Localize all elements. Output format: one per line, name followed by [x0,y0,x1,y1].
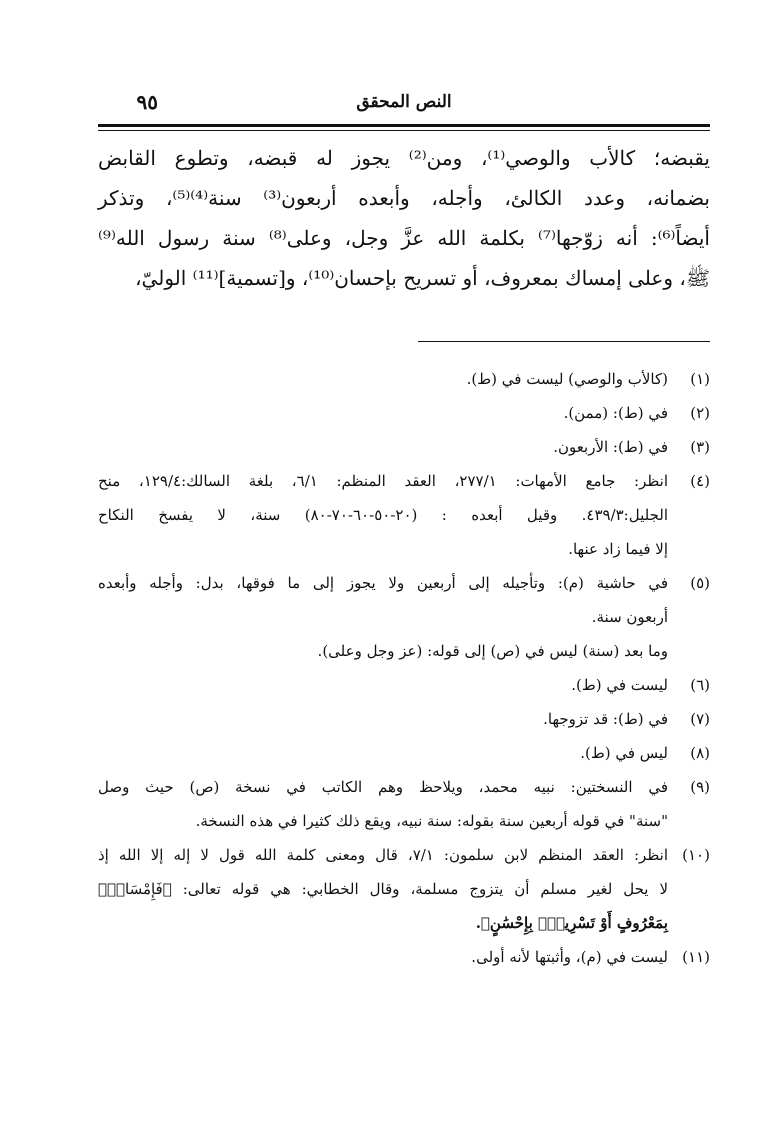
footnote [98,566,710,668]
footnote [98,838,710,940]
footnote-number: (٦) [690,676,710,694]
footnote-number: (٥) [690,574,710,592]
footnote-number: (٣) [690,438,710,456]
quran-verse: بِمَعْرُوفٍ أَوْ تَسْرِيحُۢ بِإِحْسَٰنٍ﴾. [475,914,668,932]
footnote-number: (٧) [690,710,710,728]
footnote-number: (١) [690,370,710,388]
footnote-text: إلا فيما زاد عنها. [568,540,668,558]
footnote-text: ليست في (ط). [571,676,668,694]
footnote-separator [418,341,710,342]
footnote-text: في (ط): الأربعون. [553,438,668,456]
footnote [98,736,710,770]
footnote-text: ليست في (م)، وأثبتها لأنه أولى. [471,948,668,966]
footnote-text: الجليل:٤٣٩/٣. وقيل أبعده : (٢٠-٥٠-٦٠-٧٠-٨٠) سنة، لا يفسخ النكاح [98,506,668,524]
footnote [98,396,710,430]
footnote [98,940,710,974]
footnote-text: في حاشية (م): وتأجيله إلى أربعين ولا يجوز إلى ما فوقها، بدل: وأجله وأبعده [98,574,668,592]
header-rule-thick [98,124,710,127]
footnote [98,464,710,566]
footnote-text: (كالأب والوصي) ليست في (ط). [466,370,668,388]
running-header [98,84,710,124]
footnote-number: (٩) [690,778,710,796]
main-text [98,138,710,298]
footnote-number: (٨) [690,744,710,762]
footnote-text: في (ط): قد تزوجها. [543,710,668,728]
page-title: النص المحقق [356,92,452,112]
footnote-number: (٢) [690,404,710,422]
footnote [98,702,710,736]
body-line: بضمانه، وعدد الكالئ، وأجله، وأبعده أربعون⁽³⁾ سنة⁽⁴⁾⁽⁵⁾، وتذكر [98,186,710,210]
footnote-text: انظر: العقد المنظم لابن سلمون: ٧/١، قال ومعنى كلمة الله قول لا إله إلا الله إذ [98,846,668,864]
footnote-text: أربعون سنة. [591,608,668,626]
footnote-text: لا يحل لغير مسلم أن يتزوج مسلمة، وقال الخطابي: هي قوله تعالى: ﴿فَإِمْسَاكُۢ [98,880,668,898]
footnote-text: "سنة" في قوله أربعين سنة بقوله: سنة نبيه، ويقع ذلك كثيرا في هذه النسخة. [195,812,668,830]
body-line: يقبضه؛ كالأب والوصي⁽¹⁾، ومن⁽²⁾ يجوز له قبضه، وتطوع القابض [98,146,710,170]
footnote-text: ليس في (ط). [580,744,668,762]
footnote-text: انظر: جامع الأمهات: ٢٧٧/١، العقد المنظم: ٦/١، بلغة السالك:١٢٩/٤، منح [98,472,669,490]
footnote-text: في النسختين: نبيه محمد، ويلاحظ وهم الكاتب في نسخة (ص) حيث وصل [98,778,668,796]
footnote-number: (١٠) [682,846,710,864]
footnote [98,770,710,838]
footnotes [98,362,710,974]
footnote [98,362,710,396]
body-line: أيضاً⁽⁶⁾: أنه زوّجها⁽⁷⁾ بكلمة الله عزَّ وجل، وعلى⁽⁸⁾ سنة رسول الله⁽⁹⁾ [98,226,710,250]
footnote [98,430,710,464]
footnote-text: وما بعد (سنة) ليس في (ص) إلى قوله: (عز وجل وعلى). [317,642,668,660]
page-number: ٩٥ [136,90,158,114]
footnote [98,668,710,702]
body-line: ﷺ، وعلى إمساك بمعروف، أو تسريح بإحسان⁽¹⁰⁾، و[تسمية]⁽¹¹⁾ الوليّ، [135,266,710,290]
footnote-number: (١١) [682,948,710,966]
footnote-text: في (ط): (ممن). [563,404,668,422]
header-rule-thin [98,130,710,131]
footnote-number: (٤) [690,472,710,490]
